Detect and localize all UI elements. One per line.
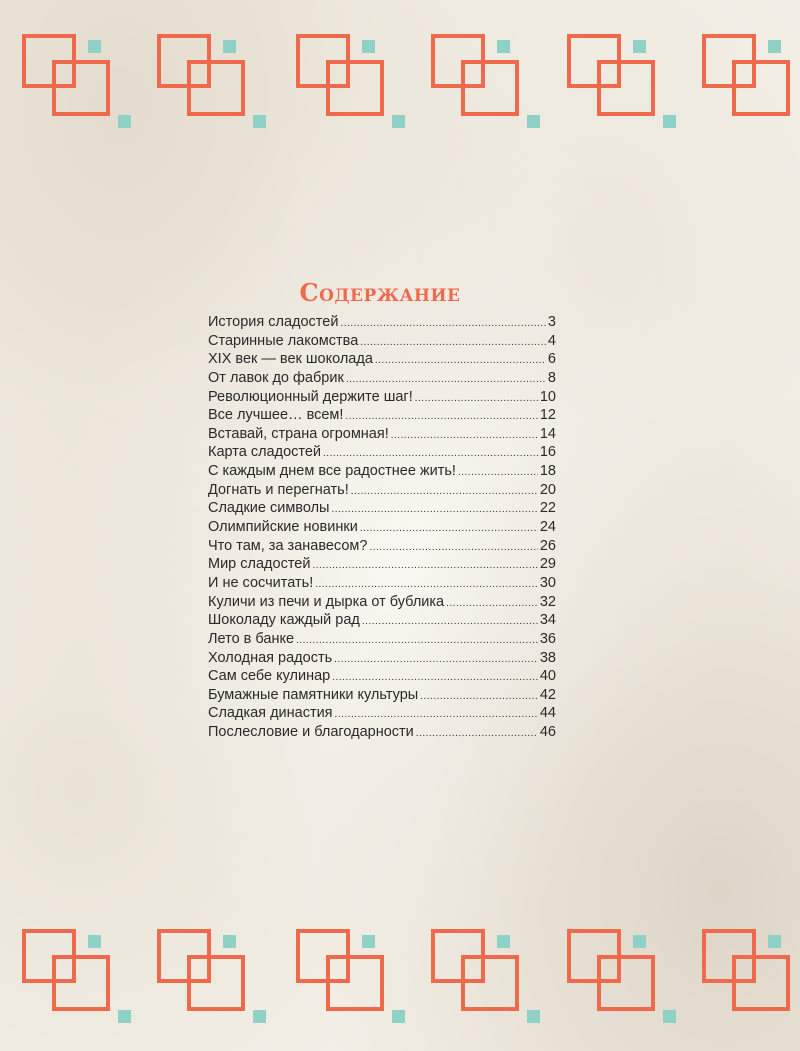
toc-entry — [208, 313, 556, 332]
toc-entry-title: История сладостей — [208, 314, 339, 330]
toc-entry-title: Вставай, страна огромная! — [208, 425, 389, 442]
toc-entry-title: Послесловие и благодарности — [208, 724, 414, 741]
toc-entry-title: Старинные лакомства — [208, 332, 359, 349]
toc-entry-title: Мир сладостей — [208, 556, 311, 573]
dot-leader — [375, 352, 546, 371]
toc-entry-page: 10 — [539, 388, 556, 405]
square-ornament — [157, 929, 267, 1029]
toc-entry-page: 16 — [539, 444, 556, 461]
toc-entry-page: 8 — [547, 369, 556, 386]
square-ornament — [431, 34, 541, 134]
toc-entry-title: Догнать и перегнать! — [208, 481, 349, 498]
toc-entry-title: Все лучшее… всем! — [208, 407, 344, 424]
dot-leader — [369, 539, 537, 558]
toc-entry-title: Сам себе кулинар — [208, 668, 331, 685]
toc-entry — [208, 350, 556, 369]
square-ornament — [157, 34, 267, 134]
top-ornament-border — [0, 34, 800, 134]
toc-entry-title: Холодная радость — [208, 649, 333, 666]
square-ornament — [567, 929, 677, 1029]
toc-entry-title: Сладкие символы — [208, 500, 330, 517]
toc-entry — [208, 518, 556, 537]
toc-entry-page: 4 — [547, 332, 556, 349]
toc-entry-title: От лавок до фабрик — [208, 369, 344, 386]
dot-leader — [420, 688, 538, 707]
dot-leader — [362, 613, 538, 632]
toc-entry-title: С каждым днем все радостнее жить! — [208, 463, 456, 480]
toc-entry-page: 3 — [547, 314, 556, 330]
square-ornament — [431, 929, 541, 1029]
toc-entry-page: 34 — [539, 612, 556, 629]
toc-entry — [208, 630, 556, 649]
toc-entry — [208, 388, 556, 407]
dot-leader — [334, 651, 538, 670]
toc-entry-title: Что там, за занавесом? — [208, 537, 368, 554]
toc-entry — [208, 704, 556, 723]
dot-leader — [331, 501, 537, 520]
toc-entry-page: 42 — [539, 686, 556, 703]
square-ornament — [22, 34, 132, 134]
toc-entry-title: Куличи из печи и дырка от бублика — [208, 593, 445, 610]
square-ornament — [296, 34, 406, 134]
toc-entry-page: 24 — [539, 519, 556, 536]
toc-entry — [208, 611, 556, 630]
dot-leader — [340, 315, 545, 334]
toc-entry — [208, 406, 556, 425]
toc-entry-page: 40 — [539, 668, 556, 685]
toc-entry — [208, 555, 556, 574]
toc-entry-title: Сладкая династия — [208, 705, 333, 722]
toc-entry-title: Бумажные памятники культуры — [208, 686, 419, 703]
toc-entry-page: 44 — [539, 705, 556, 722]
toc-entry-page: 12 — [539, 407, 556, 424]
square-ornament — [567, 34, 677, 134]
toc-entry-page: 18 — [539, 463, 556, 480]
dot-leader — [360, 334, 546, 353]
toc-entry-title: И не сосчитать! — [208, 574, 314, 591]
page-title: Содержание — [299, 278, 461, 308]
toc-entry-title: Олимпийские новинки — [208, 519, 358, 536]
dot-leader — [415, 390, 538, 409]
toc-entry — [208, 574, 556, 593]
toc-entry-title: XIX век — век шоколада — [208, 351, 373, 368]
toc-entry-page: 20 — [539, 481, 556, 498]
toc-entry-page: 36 — [539, 630, 556, 647]
toc-entry — [208, 443, 556, 462]
toc-entry — [208, 667, 556, 686]
dot-leader — [360, 520, 538, 539]
toc-entry-page: 38 — [539, 649, 556, 666]
toc-entry — [208, 462, 556, 481]
toc-entry — [208, 481, 556, 500]
dot-leader — [416, 725, 538, 744]
toc-entry-page: 30 — [539, 574, 556, 591]
square-ornament — [702, 34, 800, 134]
square-ornament — [296, 929, 406, 1029]
dot-leader — [446, 595, 538, 614]
toc-entry-title: Шоколаду каждый рад — [208, 612, 360, 629]
square-ornament — [702, 929, 800, 1029]
dot-leader — [312, 557, 537, 576]
toc-entry-page: 22 — [539, 500, 556, 517]
toc-entry-page: 32 — [539, 593, 556, 610]
dot-leader — [351, 483, 538, 502]
toc-entry-title: Лето в банке — [208, 630, 295, 647]
dot-leader — [391, 427, 538, 446]
toc-entry — [208, 499, 556, 518]
table-of-contents — [208, 313, 556, 742]
toc-entry — [208, 723, 556, 742]
toc-entry-page: 6 — [547, 351, 556, 368]
toc-entry — [208, 332, 556, 351]
dot-leader — [458, 464, 538, 483]
toc-entry-title: Карта сладостей — [208, 444, 322, 461]
toc-entry — [208, 537, 556, 556]
toc-entry — [208, 593, 556, 612]
square-ornament — [22, 929, 132, 1029]
toc-entry — [208, 649, 556, 668]
toc-entry-page: 29 — [539, 556, 556, 573]
toc-entry — [208, 686, 556, 705]
toc-entry-page: 46 — [539, 724, 556, 741]
toc-entry-title: Революционный держите шаг! — [208, 388, 413, 405]
toc-entry-page: 14 — [539, 425, 556, 442]
toc-entry — [208, 425, 556, 444]
toc-entry-page: 26 — [539, 537, 556, 554]
bottom-ornament-border — [0, 929, 800, 1029]
toc-entry — [208, 369, 556, 388]
dot-leader — [296, 632, 538, 651]
